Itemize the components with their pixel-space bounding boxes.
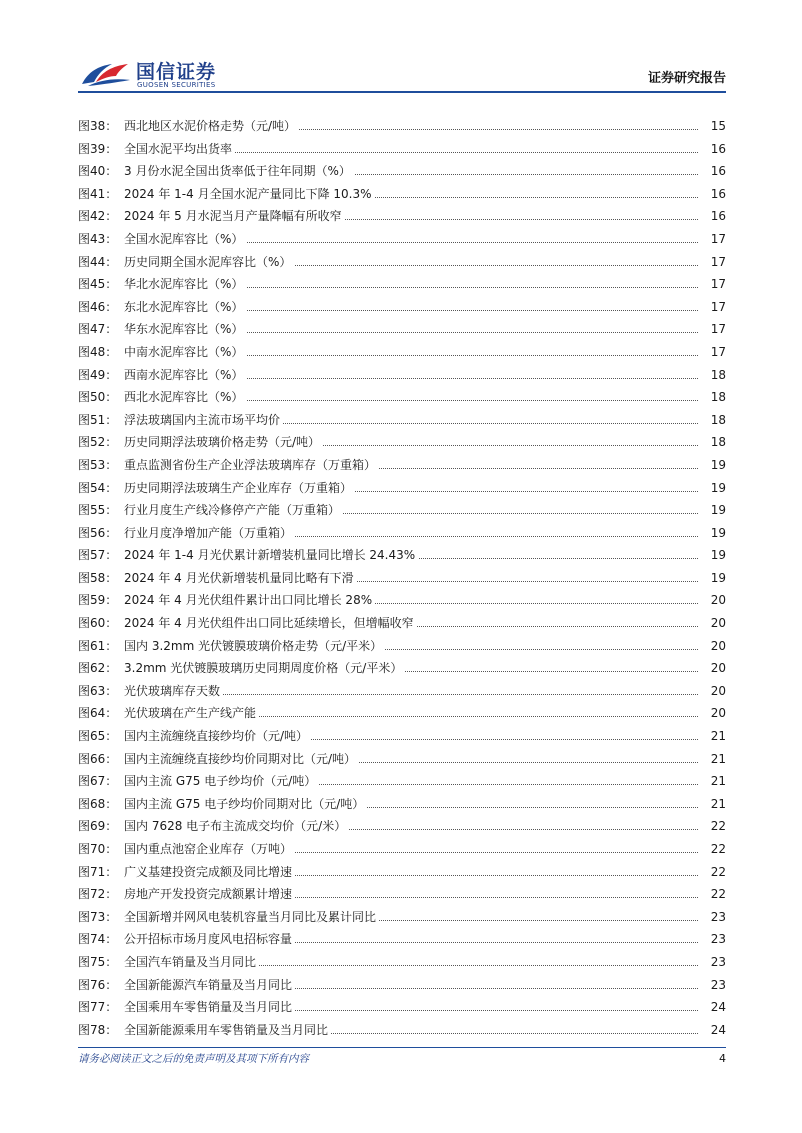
toc-entry[interactable] xyxy=(78,657,726,680)
toc-entry-page: 22 xyxy=(700,838,726,861)
toc-entry-number: 图43： xyxy=(78,231,118,246)
toc-entry-page: 20 xyxy=(700,612,726,635)
toc-entry-title[interactable]: 行业月度净增加产能（万重箱） xyxy=(124,522,295,545)
toc-entry-title[interactable]: 全国水泥库容比（%） xyxy=(124,228,246,251)
toc-entry-page: 19 xyxy=(700,567,726,590)
toc-entry[interactable] xyxy=(78,567,726,590)
toc-entry-title[interactable]: 西北地区水泥价格走势（元/吨） xyxy=(124,115,299,138)
toc-entry-page: 20 xyxy=(700,657,726,680)
toc-entry[interactable] xyxy=(78,793,726,816)
toc-entry-page: 18 xyxy=(700,386,726,409)
toc-entry-title[interactable]: 广义基建投资完成额及同比增速 xyxy=(124,861,295,884)
toc-entry-title[interactable]: 华北水泥库容比（%） xyxy=(124,273,246,296)
brand-name-en: GUOSEN SECURITIES xyxy=(137,81,216,89)
toc-entry-page: 24 xyxy=(700,1019,726,1042)
toc-entry-title[interactable]: 全国水泥平均出货率 xyxy=(124,138,235,161)
toc-entry-title[interactable]: 全国汽车销量及当月同比 xyxy=(124,951,259,974)
toc-entry-number: 图69： xyxy=(78,819,118,834)
toc-entry[interactable] xyxy=(78,951,726,974)
toc-entry-title[interactable]: 房地产开发投资完成额累计增速 xyxy=(124,883,295,906)
toc-entry-page: 19 xyxy=(700,454,726,477)
toc-entry-page: 18 xyxy=(700,431,726,454)
toc-entry-page: 20 xyxy=(700,680,726,703)
toc-entry-number: 图45： xyxy=(78,277,118,292)
toc-entry-number: 图38： xyxy=(78,119,118,133)
toc-entry-number: 图53： xyxy=(78,457,118,472)
toc-entry-title[interactable]: 2024 年 1-4 月光伏累计新增装机量同比增长 24.43% xyxy=(124,544,418,567)
toc-entry-number: 图48： xyxy=(78,344,118,359)
toc-entry-title[interactable]: 全国新能源乘用车零售销量及当月同比 xyxy=(124,1019,331,1042)
toc-entry[interactable] xyxy=(78,341,726,364)
toc-entry-number: 图56： xyxy=(78,525,118,540)
toc-entry-page: 16 xyxy=(700,138,726,161)
toc-entry-page: 17 xyxy=(700,296,726,319)
toc-entry-number: 图60： xyxy=(78,616,118,631)
toc-entry-number: 图59： xyxy=(78,593,118,608)
toc-entry[interactable] xyxy=(78,183,726,206)
toc-entry[interactable] xyxy=(78,544,726,567)
toc-entry[interactable] xyxy=(78,318,726,341)
toc-entry-title[interactable]: 国内 3.2mm 光伏镀膜玻璃价格走势（元/平米） xyxy=(124,635,385,658)
toc-entry-number: 图54： xyxy=(78,480,118,495)
toc-entry[interactable] xyxy=(78,725,726,748)
toc-entry-number: 图47： xyxy=(78,322,118,337)
toc-entry-number: 图55： xyxy=(78,503,118,518)
toc-entry-number: 图40： xyxy=(78,164,118,179)
toc-entry-title[interactable]: 2024 年 4 月光伏组件累计出口同比增长 28% xyxy=(124,589,375,612)
toc-entry-page: 22 xyxy=(700,815,726,838)
toc-entry-number: 图67： xyxy=(78,774,118,789)
toc-entry-title[interactable]: 西南水泥库容比（%） xyxy=(124,364,246,387)
footer-divider xyxy=(78,1047,726,1048)
toc-entry-page: 16 xyxy=(700,183,726,206)
toc-entry[interactable] xyxy=(78,612,726,635)
toc-entry-number: 图66： xyxy=(78,751,118,766)
toc-entry-page: 18 xyxy=(700,364,726,387)
toc-entry-title[interactable]: 国内主流缠绕直接纱均价（元/吨） xyxy=(124,725,311,748)
toc-entry-page: 24 xyxy=(700,996,726,1019)
toc-entry[interactable] xyxy=(78,702,726,725)
toc-entry-number: 图64： xyxy=(78,706,118,721)
toc-entry-number: 图39： xyxy=(78,141,118,156)
toc-entry-number: 图70： xyxy=(78,842,118,856)
toc-entry-page: 19 xyxy=(700,522,726,545)
toc-entry-number: 图77： xyxy=(78,1000,118,1015)
toc-entry-title[interactable]: 历史同期浮法玻璃生产企业库存（万重箱） xyxy=(124,477,355,500)
toc-entry-page: 19 xyxy=(700,544,726,567)
toc-entry-page: 17 xyxy=(700,273,726,296)
toc-entry-number: 图41： xyxy=(78,186,118,201)
toc-entry-number: 图73： xyxy=(78,909,118,924)
toc-entry[interactable] xyxy=(78,996,726,1019)
toc-entry-page: 20 xyxy=(700,635,726,658)
toc-entry-title[interactable]: 行业月度生产线冷修停产产能（万重箱） xyxy=(124,499,343,522)
toc-entry[interactable] xyxy=(78,589,726,612)
toc-entry-title[interactable]: 历史同期全国水泥库容比（%） xyxy=(124,251,294,274)
brand-name-cn: 国信证券 xyxy=(136,61,217,83)
toc-entry-page: 23 xyxy=(700,928,726,951)
figure-toc-list xyxy=(78,115,726,1041)
toc-entry[interactable] xyxy=(78,974,726,997)
toc-entry[interactable] xyxy=(78,1019,726,1042)
toc-entry-page: 19 xyxy=(700,477,726,500)
toc-entry-page: 16 xyxy=(700,160,726,183)
toc-entry-page: 15 xyxy=(700,115,726,138)
toc-entry-page: 22 xyxy=(700,883,726,906)
toc-entry-title[interactable]: 华东水泥库容比（%） xyxy=(124,318,246,341)
toc-entry[interactable] xyxy=(78,228,726,251)
toc-entry-page: 17 xyxy=(700,318,726,341)
toc-entry-number: 图74： xyxy=(78,932,118,947)
guosen-logo xyxy=(78,56,248,92)
toc-entry-page: 22 xyxy=(700,861,726,884)
toc-entry-number: 图52： xyxy=(78,435,118,450)
toc-entry[interactable] xyxy=(78,499,726,522)
guosen-logo-icon xyxy=(78,58,136,88)
toc-entry-number: 图75： xyxy=(78,954,118,969)
toc-entry[interactable] xyxy=(78,815,726,838)
toc-entry-number: 图42： xyxy=(78,209,118,224)
toc-entry-number: 图49： xyxy=(78,367,118,382)
toc-entry-number: 图46： xyxy=(78,299,118,314)
page-number: 4 xyxy=(719,1052,726,1065)
toc-entry-page: 20 xyxy=(700,589,726,612)
toc-entry[interactable] xyxy=(78,748,726,771)
toc-entry-title[interactable]: 国内 7628 电子布主流成交均价（元/米） xyxy=(124,815,349,838)
toc-entry-title[interactable]: 2024 年 4 月光伏新增装机量同比略有下滑 xyxy=(124,567,357,590)
toc-entry[interactable] xyxy=(78,906,726,929)
toc-entry[interactable] xyxy=(78,386,726,409)
toc-entry[interactable] xyxy=(78,770,726,793)
toc-entry[interactable] xyxy=(78,160,726,183)
toc-entry[interactable] xyxy=(78,680,726,703)
toc-entry-title[interactable]: 2024 年 1-4 月全国水泥产量同比下降 10.3% xyxy=(124,183,375,206)
toc-entry-title[interactable]: 公开招标市场月度风电招标容量 xyxy=(124,928,295,951)
page-header xyxy=(78,56,726,96)
toc-entry[interactable] xyxy=(78,364,726,387)
toc-entry-title[interactable]: 全国新增并网风电装机容量当月同比及累计同比 xyxy=(124,906,379,929)
toc-entry-title[interactable]: 国内重点池窑企业库存（万吨） xyxy=(124,838,295,861)
toc-entry-number: 图76： xyxy=(78,977,118,992)
toc-entry-number: 图68： xyxy=(78,796,118,811)
toc-entry[interactable] xyxy=(78,115,726,138)
toc-entry-title[interactable]: 3 月份水泥全国出货率低于往年同期（%） xyxy=(124,160,354,183)
toc-entry[interactable] xyxy=(78,928,726,951)
toc-entry-title[interactable]: 全国新能源汽车销量及当月同比 xyxy=(124,974,295,997)
toc-entry-number: 图50： xyxy=(78,390,118,405)
toc-entry[interactable] xyxy=(78,251,726,274)
toc-entry[interactable] xyxy=(78,454,726,477)
toc-entry-page: 18 xyxy=(700,409,726,432)
toc-entry-title[interactable]: 全国乘用车零售销量及当月同比 xyxy=(124,996,295,1019)
toc-entry-title[interactable]: 西北水泥库容比（%） xyxy=(124,386,246,409)
toc-entry-title[interactable]: 中南水泥库容比（%） xyxy=(124,341,246,364)
toc-entry-title[interactable]: 国内主流 G75 电子纱均价（元/吨） xyxy=(124,770,319,793)
toc-entry-page: 17 xyxy=(700,251,726,274)
report-type-label: 证券研究报告 xyxy=(647,71,726,86)
toc-entry-number: 图78： xyxy=(78,1022,118,1037)
toc-entry[interactable] xyxy=(78,273,726,296)
toc-entry-page: 20 xyxy=(700,702,726,725)
toc-entry-page: 19 xyxy=(700,499,726,522)
toc-entry-title[interactable]: 光伏玻璃在产生产线产能 xyxy=(124,702,259,725)
toc-entry-title[interactable]: 2024 年 5 月水泥当月产量降幅有所收窄 xyxy=(124,205,345,228)
toc-entry-number: 图72： xyxy=(78,887,118,902)
toc-entry-page: 21 xyxy=(700,793,726,816)
toc-entry-title[interactable]: 国内主流缠绕直接纱均价同期对比（元/吨） xyxy=(124,748,359,771)
toc-entry[interactable] xyxy=(78,861,726,884)
toc-entry-title[interactable]: 3.2mm 光伏镀膜玻璃历史同期周度价格（元/平米） xyxy=(124,657,405,680)
toc-entry-page: 23 xyxy=(700,951,726,974)
toc-entry-number: 图51： xyxy=(78,412,118,427)
header-divider xyxy=(78,91,726,93)
toc-entry-title[interactable]: 浮法玻璃国内主流市场平均价 xyxy=(124,409,283,432)
toc-entry-title[interactable]: 重点监测省份生产企业浮法玻璃库存（万重箱） xyxy=(124,454,379,477)
toc-entry[interactable] xyxy=(78,477,726,500)
toc-entry-page: 21 xyxy=(700,748,726,771)
toc-entry[interactable] xyxy=(78,838,726,861)
toc-entry-title[interactable]: 东北水泥库容比（%） xyxy=(124,296,246,319)
toc-entry-number: 图62： xyxy=(78,661,118,676)
toc-entry-title[interactable]: 国内主流 G75 电子纱均价同期对比（元/吨） xyxy=(124,793,367,816)
footer-disclaimer: 请务必阅读正文之后的免责声明及其项下所有内容 xyxy=(78,1053,309,1065)
toc-entry-page: 16 xyxy=(700,205,726,228)
toc-entry-number: 图63： xyxy=(78,683,118,698)
toc-entry-number: 图57： xyxy=(78,548,118,563)
toc-entry-number: 图58： xyxy=(78,570,118,585)
toc-entry-title[interactable]: 历史同期浮法玻璃价格走势（元/吨） xyxy=(124,431,323,454)
toc-entry-number: 图61： xyxy=(78,638,118,653)
toc-entry-page: 17 xyxy=(700,228,726,251)
toc-entry-number: 图44： xyxy=(78,254,118,269)
toc-entry[interactable] xyxy=(78,522,726,545)
toc-entry-page: 17 xyxy=(700,341,726,364)
toc-entry[interactable] xyxy=(78,409,726,432)
toc-entry-page: 23 xyxy=(700,906,726,929)
toc-entry-number: 图65： xyxy=(78,729,118,744)
toc-entry[interactable] xyxy=(78,635,726,658)
toc-entry[interactable] xyxy=(78,296,726,319)
toc-entry[interactable] xyxy=(78,883,726,906)
toc-entry[interactable] xyxy=(78,138,726,161)
toc-entry-page: 21 xyxy=(700,770,726,793)
toc-entry-title[interactable]: 光伏玻璃库存天数 xyxy=(124,680,223,703)
toc-entry-page: 21 xyxy=(700,725,726,748)
toc-entry-page: 23 xyxy=(700,974,726,997)
toc-entry-title[interactable]: 2024 年 4 月光伏组件出口同比延续增长，但增幅收窄 xyxy=(124,612,417,635)
toc-entry-number: 图71： xyxy=(78,864,118,879)
toc-entry[interactable] xyxy=(78,205,726,228)
toc-entry[interactable] xyxy=(78,431,726,454)
